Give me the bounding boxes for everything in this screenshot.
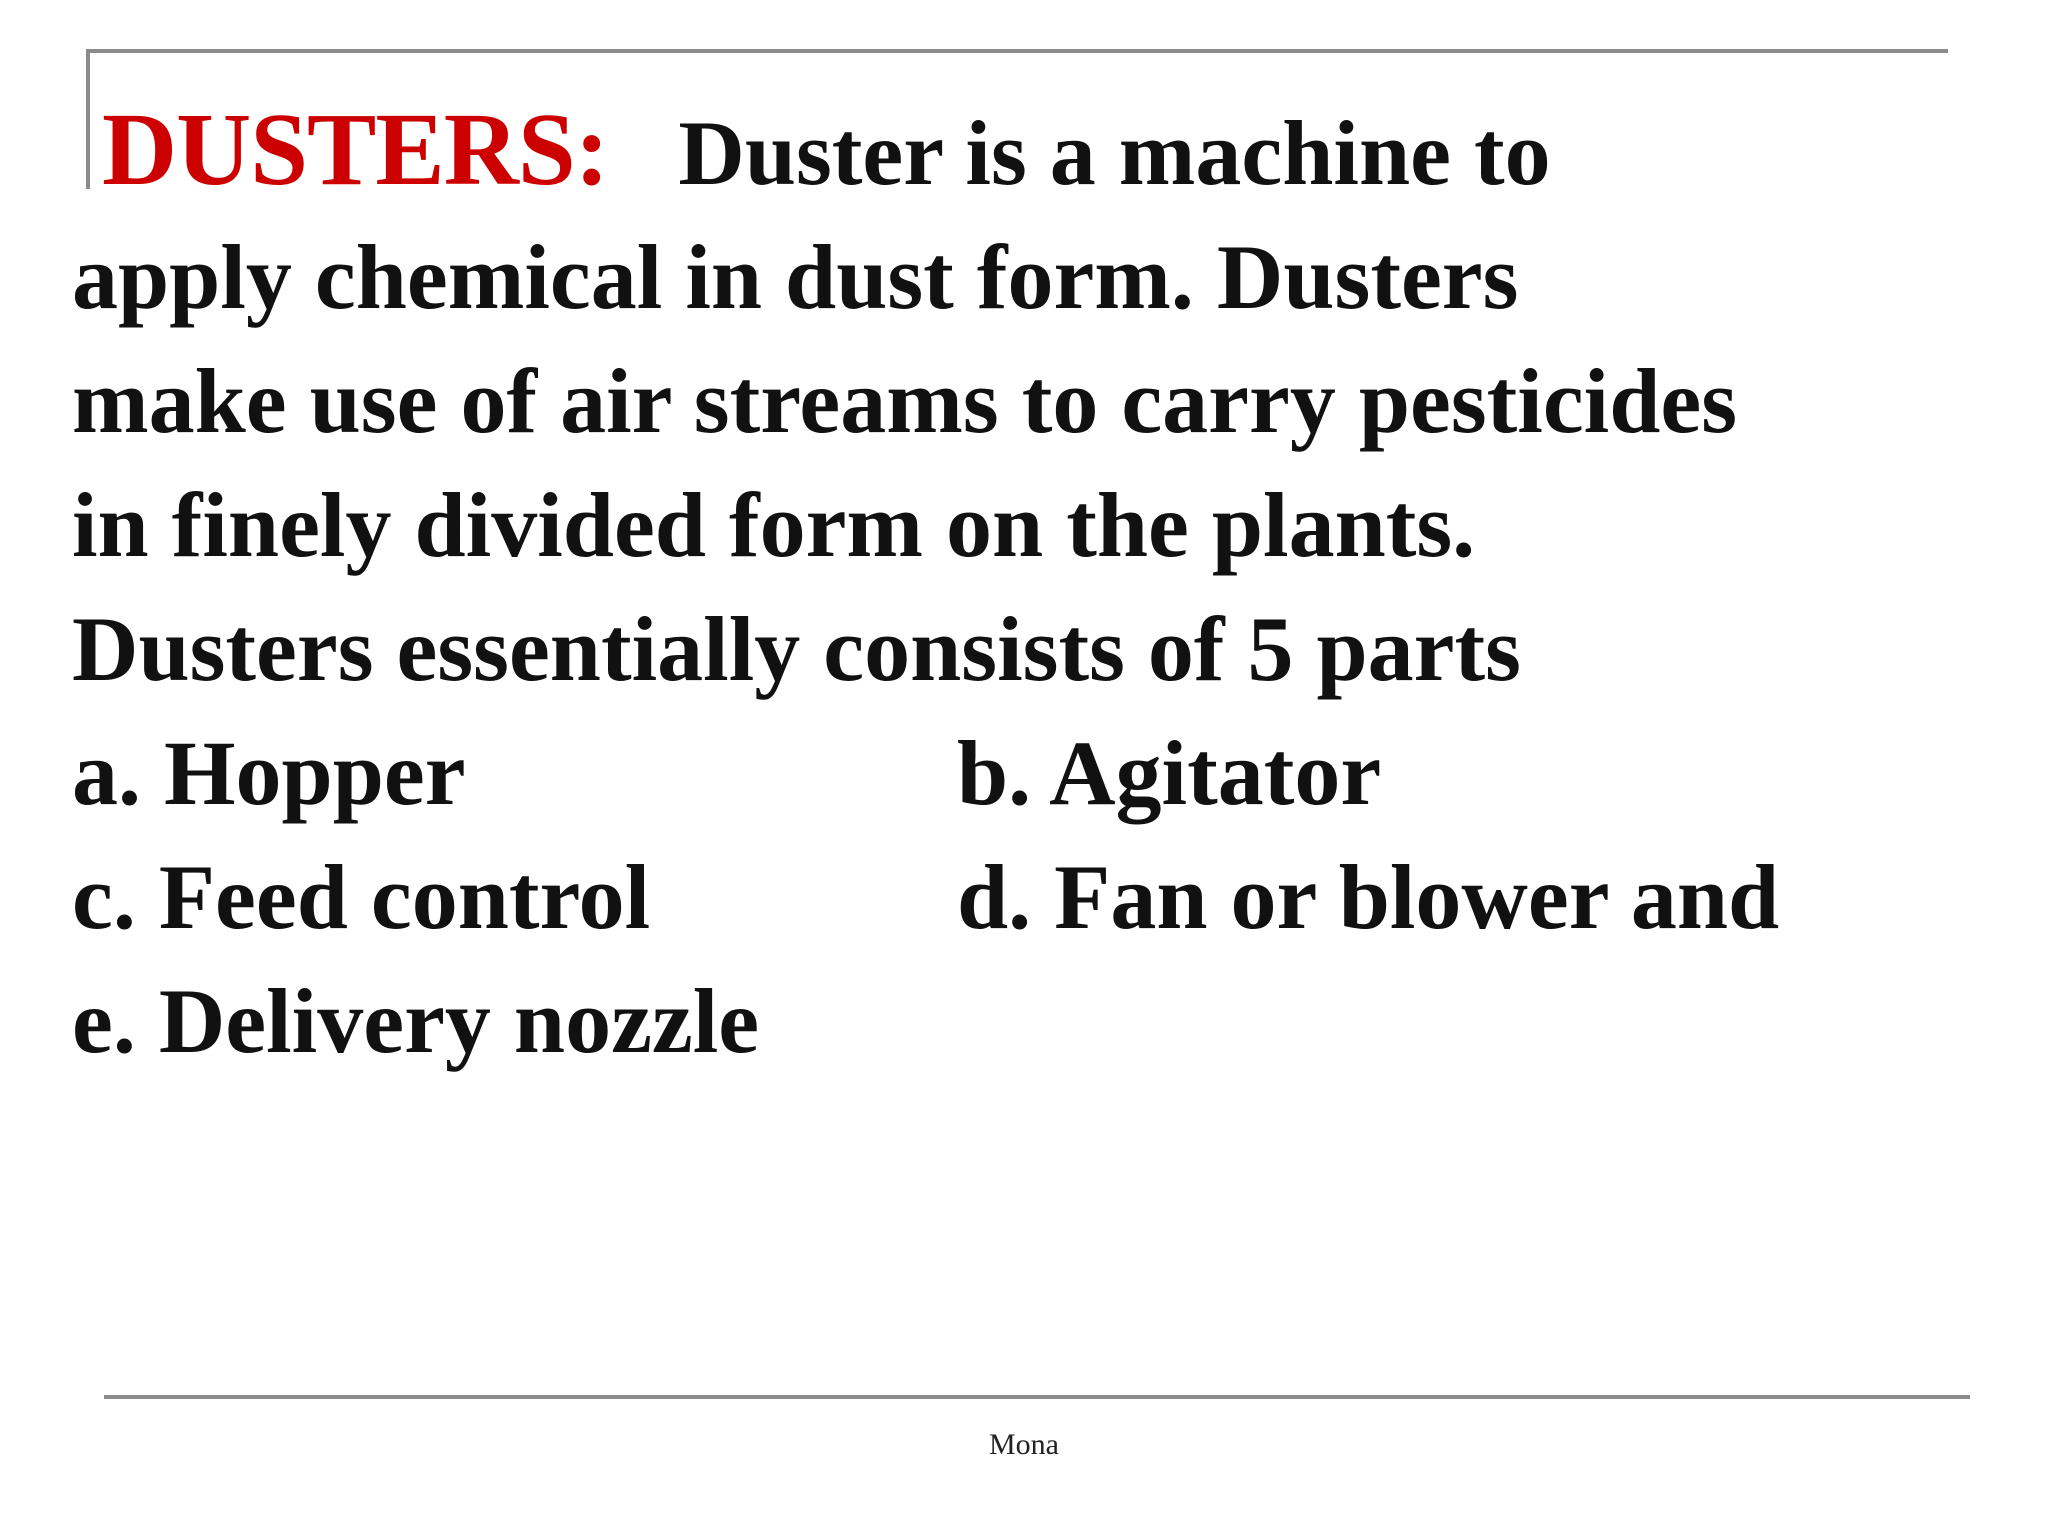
part-item-agitator: b. Agitator: [957, 722, 1382, 824]
slide-heading: DUSTERS:: [102, 92, 609, 207]
slide-content: [72, 88, 1972, 1083]
part-item-delivery-nozzle: e. Delivery nozzle: [72, 970, 760, 1072]
parts-row: [72, 959, 1972, 1083]
parts-row: [72, 835, 1972, 959]
body-line: Dusters essentially consists of 5 parts: [72, 598, 1521, 700]
part-item-fan-blower: d. Fan or blower and: [957, 846, 1780, 948]
footer-rule: [104, 1395, 1970, 1399]
body-line: in finely divided form on the plants.: [72, 474, 1476, 576]
part-item-feed-control: c. Feed control: [72, 846, 651, 948]
intro-text: Duster is a machine to: [678, 102, 1551, 204]
parts-row: [72, 711, 1972, 835]
body-line: make use of air streams to carry pesticides: [72, 350, 1738, 452]
top-border-rule: [86, 49, 1952, 53]
body-line: apply chemical in dust form. Dusters: [72, 226, 1519, 328]
slide-footer: Mona: [989, 1428, 1059, 1461]
title-line: [72, 88, 1972, 215]
part-item-hopper: a. Hopper: [72, 722, 466, 824]
